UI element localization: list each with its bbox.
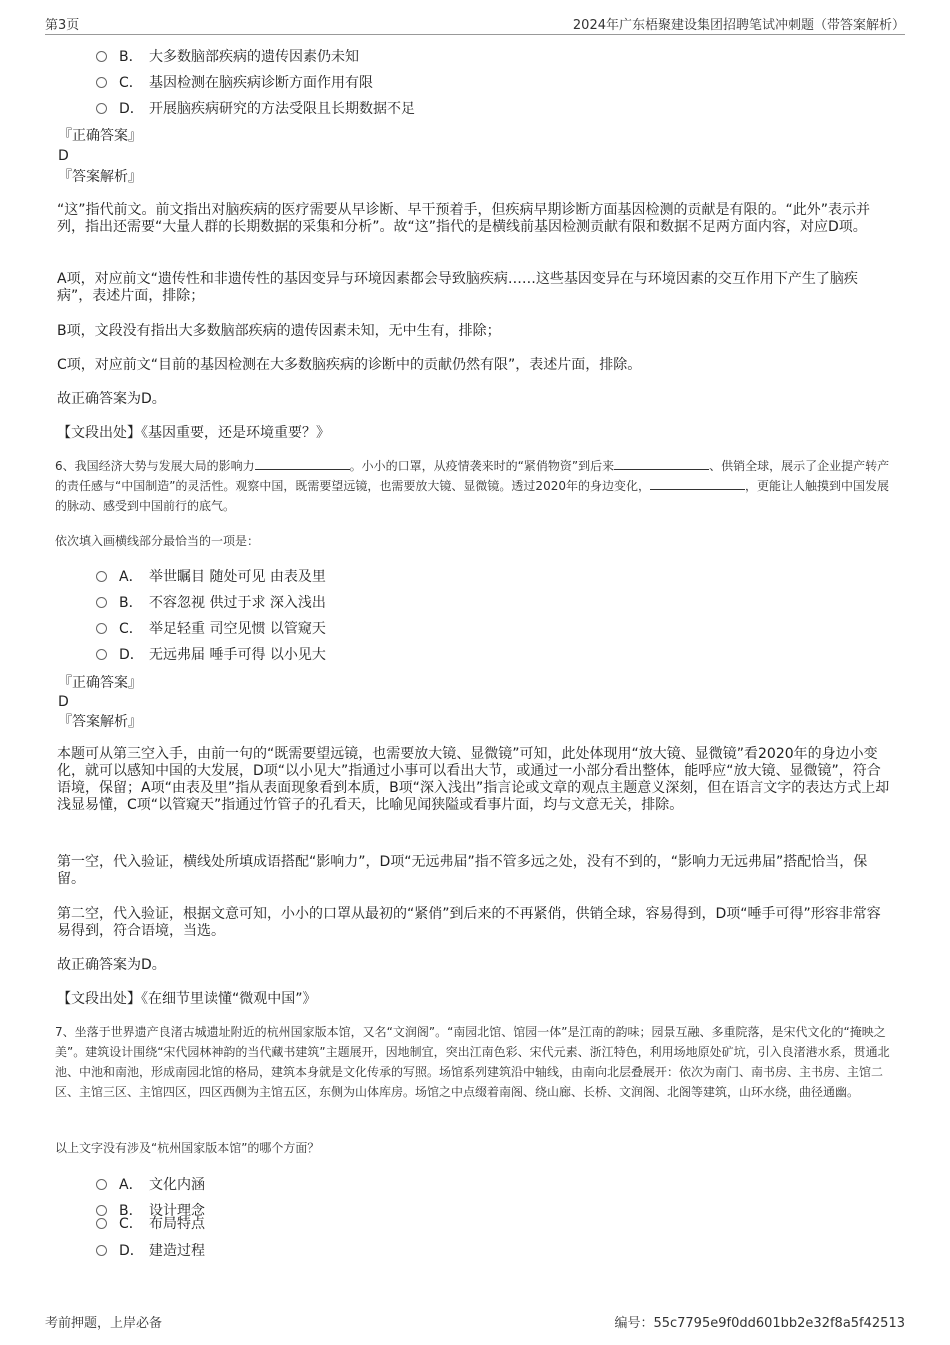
document-id: 编号：55c7795e9f0dd601bb2e32f8a5f42513 — [614, 1316, 905, 1331]
q5-analysis-paragraph: C项，对应前文“目前的基因检测在大多数脑疾病的诊断中的贡献仍然有限”，表述片面，排除。 — [57, 357, 642, 373]
radio-icon[interactable] — [96, 623, 107, 634]
q6-answer: D — [58, 694, 69, 710]
q7-prompt: 以上文字没有涉及“杭州国家版本馆”的哪个方面？ — [55, 1141, 320, 1155]
q5-analysis-paragraph: B项，文段没有指出大多数脑部疾病的遗传因素未知，无中生有，排除； — [57, 323, 501, 339]
q5-option-d[interactable]: D． 开展脑疾病研究的方法受限且长期数据不足 — [96, 99, 415, 119]
q5-source: 【文段出处】《基因重要，还是环境重要？》 — [57, 425, 330, 441]
radio-icon[interactable] — [96, 571, 107, 582]
page-footer — [45, 1312, 905, 1332]
page-number: 第3页 — [45, 18, 80, 33]
q6-option-b[interactable]: B． 不容忽视 供过于求 深入浅出 — [96, 593, 326, 613]
q7-option-d[interactable]: D． 建造过程 — [96, 1241, 205, 1261]
q6-source: 【文段出处】《在细节里读懂“微观中国”》 — [57, 991, 317, 1007]
q6-option-a[interactable]: A． 举世瞩目 随处可见 由表及里 — [96, 567, 326, 587]
q5-analysis-paragraph: “这”指代前文。前文指出对脑疾病的医疗需要从早诊断、早干预着手，但疾病早期诊断方面基因检测的贡献是有限的。“此外”表示并列，指出还需要“大量人群的长期数据的采集和分析”。故“这”指代的是横线前基因检测贡献有限和数据不足两方面内容，对应D项。 — [57, 202, 871, 235]
q5-option-b[interactable]: B． 大多数脑部疾病的遗传因素仍未知 — [96, 47, 359, 67]
fill-blank — [650, 477, 745, 490]
fill-blank — [255, 457, 350, 470]
document-title: 2024年广东梧聚建设集团招聘笔试冲刺题（带答案解析） — [572, 18, 905, 33]
radio-icon[interactable] — [96, 51, 107, 62]
q5-analysis-paragraph: 故正确答案为D。 — [57, 391, 166, 407]
radio-icon[interactable] — [96, 1245, 107, 1256]
q5-answer: D — [58, 148, 69, 164]
q5-answer-label: 『正确答案』 — [58, 128, 142, 144]
page-header — [45, 14, 905, 35]
radio-icon[interactable] — [96, 597, 107, 608]
q6-analysis-paragraph: 故正确答案为D。 — [57, 957, 166, 973]
radio-icon[interactable] — [96, 1218, 107, 1229]
radio-icon[interactable] — [96, 77, 107, 88]
q6-analysis-paragraph: 第一空，代入验证，横线处所填成语搭配“影响力”，D项“无远弗届”指不管多远之处，没有不到的，“影响力无远弗届”搭配恰当，保留。 — [57, 854, 868, 887]
q6-option-d[interactable]: D． 无远弗届 唾手可得 以小见大 — [96, 645, 326, 665]
q5-analysis-paragraph: A项，对应前文“遗传性和非遗传性的基因变异与环境因素都会导致脑疾病……这些基因变异在与环境因素的交互作用下产生了脑疾病”，表述片面，排除； — [57, 271, 858, 304]
footer-slogan: 考前押题，上岸必备 — [45, 1316, 163, 1331]
q6-option-c[interactable]: C． 举足轻重 司空见惯 以管窥天 — [96, 619, 326, 639]
q6-stem: 6、我国经济大势与发展大局的影响力 。小小的口罩，从疫情袭来时的“紧俏物资”到后来 、供销全球，展示了企业提产转产的责任感与“中国制造”的灵活性。观察中国，既需要望远镜，也需要放大镜、显微镜。透过2020年的身边变化， ，更能让人触摸到中国发展的脉动、感受到中国前行的底气。 — [55, 459, 890, 513]
radio-icon[interactable] — [96, 1179, 107, 1190]
q6-analysis-label: 『答案解析』 — [58, 714, 142, 730]
q6-prompt: 依次填入画横线部分最恰当的一项是： — [55, 534, 260, 548]
q6-analysis-paragraph: 本题可从第三空入手，由前一句的“既需要望远镜，也需要放大镜、显微镜”可知，此处体现用“放大镜、显微镜”看2020年的身边小变化，就可以感知中国的大发展，D项“以小见大”指通过小事可以看出大节，或通过一小部分看出整体，能呼应“放大镜、显微镜”，符合语境，保留；A项“由表及里”指从表面现象看到本质，B项“深入浅出”指言论或文章的观点主题意义深刻，但在语言文字的表达方式上却浅显易懂，C项“以管窥天”指通过竹管子的孔看天，比喻见闻狭隘或看事片面，均与文意无关，排除。 — [57, 746, 890, 813]
q6-answer-label: 『正确答案』 — [58, 675, 142, 691]
q7-option-b[interactable]: B． 设计理念 — [96, 1201, 205, 1221]
q5-analysis-label: 『答案解析』 — [58, 169, 142, 185]
q7-option-a[interactable]: A． 文化内涵 — [96, 1175, 205, 1195]
radio-icon[interactable] — [96, 103, 107, 114]
radio-icon[interactable] — [96, 649, 107, 660]
q6-analysis-paragraph: 第二空，代入验证，根据文意可知，小小的口罩从最初的“紧俏”到后来的不再紧俏，供销全球，容易得到，D项“唾手可得”形容非常容易得到，符合语境，当选。 — [57, 906, 881, 939]
q7-option-c[interactable]: C． 布局特点 — [96, 1214, 205, 1234]
fill-blank — [614, 457, 709, 470]
q7-stem: 7、坐落于世界遗产良渚古城遗址附近的杭州国家版本馆，又名“文润阁”。“南园北馆、馆园一体”是江南的韵味；园景互融、多重院落，是宋代文化的“掩映之美”。建筑设计围绕“宋代园林神韵的当代藏书建筑”主题展开，因地制宜，突出江南色彩、宋代元素、浙江特色，利用场地原处矿坑，引入良渚港水系，贯通北池、中池和南池，形成南园北馆的格局，建筑本身就是文化传承的写照。场馆系列建筑沿中轴线，由南向北层叠展开：依次为南门、南书房、主书房、主馆二区、主馆三区、主馆四区，四区西侧为主馆五区，东侧为山体库房。场馆之中点缀着南阁、绕山廊、长桥、文润阁、北阁等建筑，山环水绕，曲径通幽。 — [55, 1025, 890, 1099]
q5-option-c[interactable]: C． 基因检测在脑疾病诊断方面作用有限 — [96, 73, 373, 93]
